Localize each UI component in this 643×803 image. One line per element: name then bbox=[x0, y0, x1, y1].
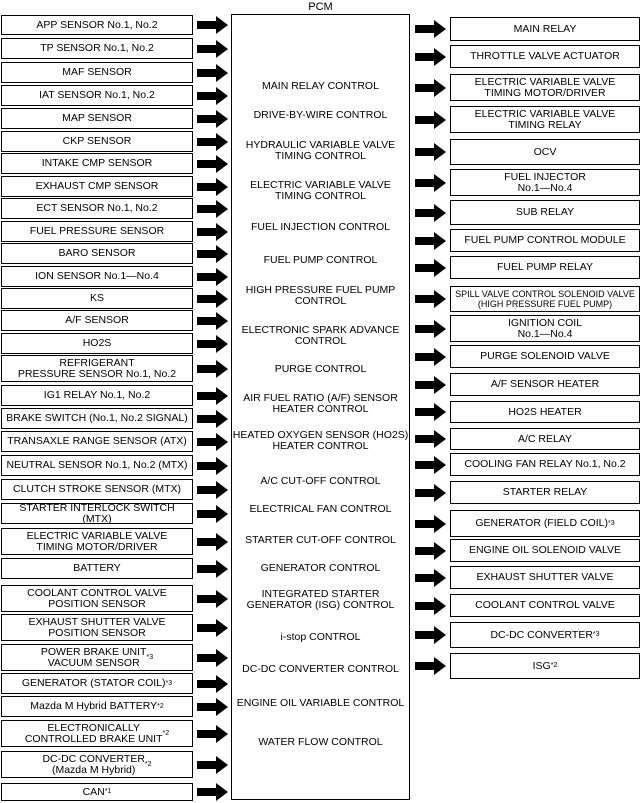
input-signal-box: EXHAUST CMP SENSOR bbox=[1, 176, 193, 197]
output-arrow-icon bbox=[415, 232, 446, 250]
output-actuator-box: ISG *2 bbox=[450, 653, 640, 679]
output-actuator-box: SPILL VALVE CONTROL SOLENOID VALVE (HIGH PRESSURE FUEL PUMP) bbox=[450, 286, 640, 312]
output-actuator-box: A/F SENSOR HEATER bbox=[450, 373, 640, 396]
input-signal-box: NEUTRAL SENSOR No.1, No.2 (MTX) bbox=[1, 455, 193, 476]
input-arrow-icon bbox=[197, 360, 228, 378]
input-signal-box: BARO SENSOR bbox=[1, 243, 193, 264]
output-actuator-box: DC-DC CONVERTER *3 bbox=[450, 622, 640, 648]
pcm-title: PCM bbox=[308, 1, 333, 13]
output-actuator-box: IGNITION COIL No.1—No.4 bbox=[450, 315, 640, 342]
input-arrow-icon bbox=[197, 200, 228, 218]
output-actuator-box: SUB RELAY bbox=[450, 200, 640, 225]
input-signal-box: MAP SENSOR bbox=[1, 108, 193, 129]
pcm-control-function: ELECTRONIC SPARK ADVANCE CONTROL bbox=[241, 324, 400, 347]
input-arrow-icon bbox=[197, 505, 228, 523]
input-arrow-icon bbox=[197, 40, 228, 58]
input-signal-box: A/F SENSOR bbox=[1, 310, 193, 331]
pcm-control-function: AIR FUEL RATIO (A/F) SENSOR HEATER CONTROL bbox=[243, 392, 398, 415]
input-signal-box: ELECTRONICALLY CONTROLLED BRAKE UNIT *2 bbox=[1, 720, 193, 747]
input-arrow-icon bbox=[197, 335, 228, 353]
output-actuator-box: EXHAUST SHUTTER VALVE bbox=[450, 566, 640, 589]
input-arrow-icon bbox=[197, 698, 228, 716]
input-signal-box: INTAKE CMP SENSOR bbox=[1, 153, 193, 174]
output-arrow-icon bbox=[415, 657, 446, 675]
output-arrow-icon bbox=[415, 320, 446, 338]
input-signal-box: FUEL PRESSURE SENSOR bbox=[1, 221, 193, 242]
pcm-control-function: FUEL INJECTION CONTROL bbox=[250, 220, 391, 233]
input-arrow-icon bbox=[197, 110, 228, 128]
pcm-control-function: ENGINE OIL VARIABLE CONTROL bbox=[236, 696, 405, 709]
input-arrow-icon bbox=[197, 457, 228, 475]
output-arrow-icon bbox=[415, 79, 446, 97]
input-signal-box: GENERATOR (STATOR COIL) *3 bbox=[1, 673, 193, 694]
input-arrow-icon bbox=[197, 178, 228, 196]
input-signal-box: BRAKE SWITCH (No.1, No.2 SIGNAL) bbox=[1, 408, 193, 429]
input-arrow-icon bbox=[197, 290, 228, 308]
output-actuator-box: ELECTRIC VARIABLE VALVE TIMING MOTOR/DRIVER bbox=[450, 74, 640, 101]
input-signal-box: CAN *1 bbox=[1, 783, 193, 801]
input-signal-box: POWER BRAKE UNIT VACUUM SENSOR *3 bbox=[1, 644, 193, 671]
output-arrow-icon bbox=[415, 403, 446, 421]
output-arrow-icon bbox=[415, 515, 446, 533]
output-arrow-icon bbox=[415, 111, 446, 129]
input-arrow-icon bbox=[197, 619, 228, 637]
input-signal-box: MAF SENSOR bbox=[1, 62, 193, 83]
input-signal-box: EXHAUST SHUTTER VALVE POSITION SENSOR bbox=[1, 614, 193, 641]
pcm-control-function: STARTER CUT-OFF CONTROL bbox=[245, 533, 396, 546]
input-arrow-icon bbox=[197, 387, 228, 405]
output-actuator-box: THROTTLE VALVE ACTUATOR bbox=[450, 45, 640, 68]
output-arrow-icon bbox=[415, 456, 446, 474]
output-actuator-box: ELECTRIC VARIABLE VALVE TIMING RELAY bbox=[450, 106, 640, 133]
input-arrow-icon bbox=[197, 649, 228, 667]
output-actuator-box: HO2S HEATER bbox=[450, 401, 640, 423]
input-arrow-icon bbox=[197, 312, 228, 330]
output-actuator-box: FUEL PUMP CONTROL MODULE bbox=[450, 229, 640, 252]
output-actuator-box: COOLANT CONTROL VALVE bbox=[450, 594, 640, 617]
input-signal-box: APP SENSOR No.1, No.2 bbox=[1, 15, 193, 35]
output-actuator-box: OCV bbox=[450, 139, 640, 165]
input-arrow-icon bbox=[197, 481, 228, 499]
output-actuator-box: GENERATOR (FIELD COIL) *3 bbox=[450, 510, 640, 537]
input-signal-box: ELECTRIC VARIABLE VALVE TIMING MOTOR/DRIVER bbox=[1, 528, 193, 555]
input-signal-box: REFRIGERANT PRESSURE SENSOR No.1, No.2 bbox=[1, 355, 193, 382]
pcm-control-function: PURGE CONTROL bbox=[274, 362, 367, 375]
output-arrow-icon bbox=[415, 484, 446, 502]
input-signal-box: IAT SENSOR No.1, No.2 bbox=[1, 85, 193, 106]
pcm-control-function: DC-DC CONVERTER CONTROL bbox=[242, 662, 399, 675]
output-actuator-box: COOLING FAN RELAY No.1, No.2 bbox=[450, 453, 640, 476]
input-signal-box: CLUTCH STROKE SENSOR (MTX) bbox=[1, 479, 193, 500]
output-actuator-box: MAIN RELAY bbox=[450, 17, 640, 41]
input-arrow-icon bbox=[197, 675, 228, 693]
input-arrow-icon bbox=[197, 533, 228, 551]
input-signal-box: KS bbox=[1, 288, 193, 309]
pcm-control-function: WATER FLOW CONTROL bbox=[258, 735, 383, 748]
output-arrow-icon bbox=[415, 348, 446, 366]
input-arrow-icon bbox=[197, 223, 228, 241]
input-arrow-icon bbox=[197, 16, 228, 34]
output-arrow-icon bbox=[415, 626, 446, 644]
output-arrow-icon bbox=[415, 20, 446, 38]
input-arrow-icon bbox=[197, 410, 228, 428]
input-signal-box: BATTERY bbox=[1, 558, 193, 579]
input-arrow-icon bbox=[197, 433, 228, 451]
input-signal-box: TRANSAXLE RANGE SENSOR (ATX) bbox=[1, 431, 193, 452]
output-arrow-icon bbox=[415, 542, 446, 560]
pcm-control-function: GENERATOR CONTROL bbox=[260, 561, 381, 574]
input-signal-box: IG1 RELAY No.1, No.2 bbox=[1, 385, 193, 406]
pcm-control-function: FUEL PUMP CONTROL bbox=[263, 253, 378, 266]
input-arrow-icon bbox=[197, 756, 228, 774]
pcm-control-function: HYDRAULIC VARIABLE VALVE TIMING CONTROL bbox=[245, 139, 396, 162]
pcm-control-function: INTEGRATED STARTER GENERATOR (ISG) CONTROL bbox=[246, 588, 395, 611]
output-arrow-icon bbox=[415, 430, 446, 448]
output-actuator-box: FUEL PUMP RELAY bbox=[450, 256, 640, 279]
input-signal-box: Mazda M Hybrid BATTERY *2 bbox=[1, 696, 193, 717]
input-arrow-icon bbox=[197, 783, 228, 801]
input-arrow-icon bbox=[197, 64, 228, 82]
output-actuator-box: FUEL INJECTOR No.1—No.4 bbox=[450, 169, 640, 196]
input-signal-box: HO2S bbox=[1, 333, 193, 354]
input-arrow-icon bbox=[197, 725, 228, 743]
output-actuator-box: ENGINE OIL SOLENOID VALVE bbox=[450, 539, 640, 562]
pcm-control-function: ELECTRIC VARIABLE VALVE TIMING CONTROL bbox=[250, 179, 391, 202]
output-actuator-box: A/C RELAY bbox=[450, 428, 640, 450]
pcm-control-function: HIGH PRESSURE FUEL PUMP CONTROL bbox=[245, 284, 396, 307]
output-arrow-icon bbox=[415, 204, 446, 222]
input-arrow-icon bbox=[197, 560, 228, 578]
output-arrow-icon bbox=[415, 143, 446, 161]
input-arrow-icon bbox=[197, 268, 228, 286]
output-arrow-icon bbox=[415, 174, 446, 192]
pcm-control-function: DRIVE-BY-WIRE CONTROL bbox=[253, 108, 388, 121]
output-arrow-icon bbox=[415, 376, 446, 394]
output-arrow-icon bbox=[415, 259, 446, 277]
input-arrow-icon bbox=[197, 245, 228, 263]
input-signal-box: CKP SENSOR bbox=[1, 131, 193, 152]
pcm-control-function: MAIN RELAY CONTROL bbox=[262, 79, 379, 92]
input-signal-box: ION SENSOR No.1—No.4 bbox=[1, 266, 193, 287]
input-arrow-icon bbox=[197, 133, 228, 151]
output-arrow-icon bbox=[415, 290, 446, 308]
pcm-control-function: ELECTRICAL FAN CONTROL bbox=[249, 502, 392, 515]
output-actuator-box: PURGE SOLENOID VALVE bbox=[450, 345, 640, 368]
input-arrow-icon bbox=[197, 155, 228, 173]
pcm-control-function: HEATED OXYGEN SENSOR (HO2S) HEATER CONTROL bbox=[232, 429, 409, 452]
input-signal-box: STARTER INTERLOCK SWITCH (MTX) bbox=[1, 503, 193, 524]
input-arrow-icon bbox=[197, 87, 228, 105]
pcm-control-function: i-stop CONTROL bbox=[280, 630, 361, 643]
input-signal-box: ECT SENSOR No.1, No.2 bbox=[1, 198, 193, 219]
input-signal-box: TP SENSOR No.1, No.2 bbox=[1, 38, 193, 59]
input-arrow-icon bbox=[197, 590, 228, 608]
input-signal-box: COOLANT CONTROL VALVE POSITION SENSOR bbox=[1, 585, 193, 612]
pcm-control-function: A/C CUT-OFF CONTROL bbox=[260, 474, 381, 487]
input-signal-box: DC-DC CONVERTER (Mazda M Hybrid) *2 bbox=[1, 751, 193, 778]
output-arrow-icon bbox=[415, 48, 446, 66]
output-actuator-box: STARTER RELAY bbox=[450, 481, 640, 504]
output-arrow-icon bbox=[415, 597, 446, 615]
output-arrow-icon bbox=[415, 569, 446, 587]
